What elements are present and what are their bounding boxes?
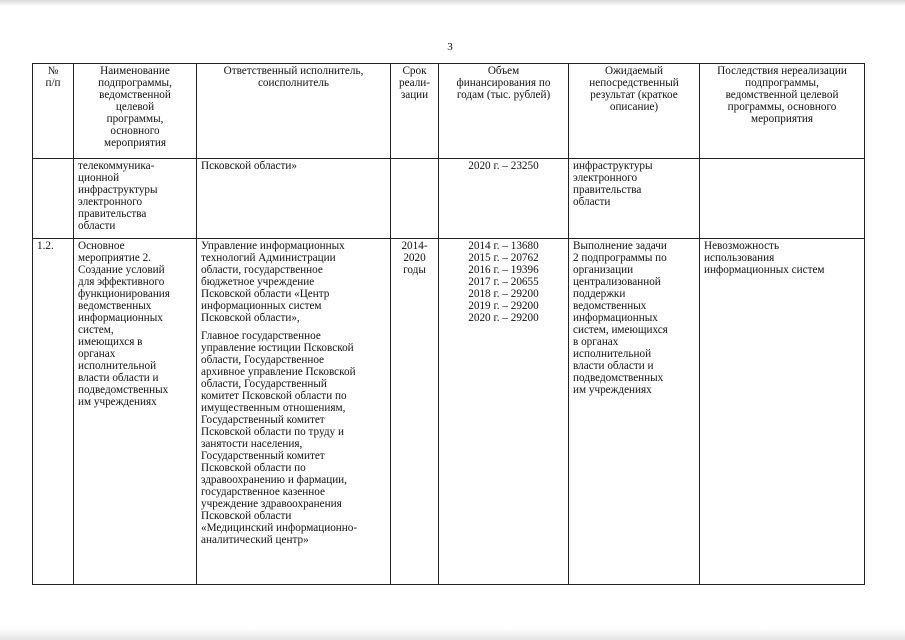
header-result: Ожидаемый непосредственный результат (краткое описание) xyxy=(569,64,700,159)
header-consequences: Последствия нереализации подпрограммы, ведомственной целевой программы, основного мероприятия xyxy=(700,64,865,159)
header-executor: Ответственный исполнитель, соисполнитель xyxy=(197,64,391,159)
cell-num xyxy=(33,159,74,239)
cell-result: инфраструктуры электронного правительства области xyxy=(569,159,700,239)
cell-funding: 2020 г. – 23250 xyxy=(439,159,569,239)
table-row-1-2 xyxy=(33,239,865,585)
page-number: 3 xyxy=(447,41,453,53)
cell-term xyxy=(391,159,439,239)
header-name: Наименование подпрограммы, ведомственной целевой программы, основного мероприятия xyxy=(74,64,197,159)
cell-executor xyxy=(197,239,391,585)
cell-name: телекоммуника- ционной инфраструктуры электронного правительства области xyxy=(74,159,197,239)
cell-result: Выполнение задачи 2 подпрограммы по организации централизованной поддержки ведомственных информационных систем, имеющихся в органах исполнительной власти области и подведомственных им учреждениях xyxy=(569,239,700,585)
executor-paragraph-2: Главное государственное управление юстиции Псковской области, Государственное архивное управление Псковской области, Государственный комитет Псковской области по имущественным отношениям, Государственный комитет Псковской области по труду и занятости населения, Государственный комитет Псковской области по здравоохранению и фармации, государственное казенное учреждение здравоохранения Псковской области «Медицинский информационно- аналитический центр» xyxy=(201,330,358,546)
cell-consequences: Невозможность использования информационных систем xyxy=(700,239,865,585)
header-funding: Объем финансирования по годам (тыс. рублей) xyxy=(439,64,569,159)
table-row-continued xyxy=(33,159,865,239)
cell-num: 1.2. xyxy=(33,239,74,585)
cell-term: 2014- 2020 годы xyxy=(391,239,439,585)
header-num: № п/п xyxy=(33,64,74,159)
scan-edge-top xyxy=(0,0,905,6)
program-table xyxy=(32,63,865,585)
table-header-row xyxy=(33,64,865,159)
cell-funding: 2014 г. – 13680 2015 г. – 20762 2016 г. – 19396 2017 г. – 20655 2018 г. – 29200 2019 г. – 29200 2020 г. – 29200 xyxy=(439,239,569,585)
executor-paragraph-1: Управление информационных технологий Администрации области, государственное бюджетное учреждение Псковской области «Центр информационных систем Псковской области», xyxy=(201,240,345,324)
cell-consequences xyxy=(700,159,865,239)
cell-name: Основное мероприятие 2. Создание условий для эффективного функционирования ведомственных информационных систем, имеющихся в органах исполнительной власти области и подведомственных им учреждениях xyxy=(74,239,197,585)
header-term: Срок реали- зации xyxy=(391,64,439,159)
scan-edge-bottom xyxy=(0,628,905,640)
cell-executor: Псковской области» xyxy=(197,159,391,239)
